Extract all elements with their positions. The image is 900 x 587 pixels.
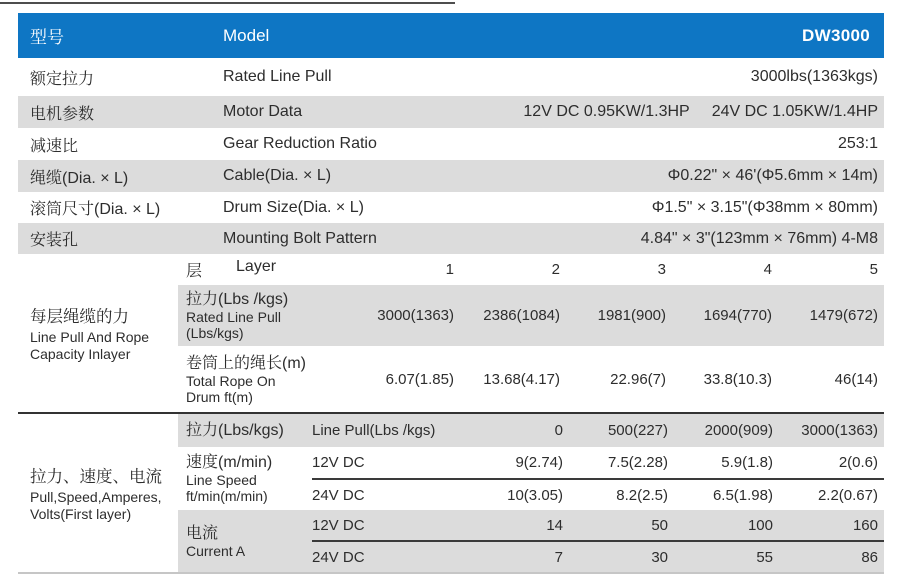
row-label-en: Gear Reduction Ratio xyxy=(223,135,377,152)
current-value: 14 xyxy=(546,516,563,534)
linepull-value: 3000(1363) xyxy=(801,422,878,439)
pull-value: 1694(770) xyxy=(703,307,772,324)
current-value: 100 xyxy=(747,516,773,534)
rope-on-drum-row xyxy=(178,346,884,412)
header-label-cn: 型号 xyxy=(30,28,64,47)
speed-value: 2.2(0.67) xyxy=(817,486,878,504)
psa-section-label xyxy=(18,414,178,572)
row-value: 4.84" × 3"(123mm × 76mm) 4-M8 xyxy=(640,229,878,247)
rope-value: 46(14) xyxy=(834,370,878,388)
current-value: 30 xyxy=(651,548,668,566)
row-label-cn: 安装孔 xyxy=(30,232,79,249)
voltage-label: 12V DC xyxy=(312,454,365,471)
spec-table xyxy=(18,13,884,574)
layer-header-row xyxy=(178,254,884,285)
row-label-cn: 减速比 xyxy=(30,137,79,155)
speed-value: 2(0.6) xyxy=(838,454,878,471)
rope-value: 22.96(7) xyxy=(610,370,666,388)
pull-label-en: Rated Line Pull xyxy=(186,309,281,325)
line-pull-row xyxy=(178,414,884,447)
row-value: Φ0.22" × 46'(Φ5.6mm × 14m) xyxy=(667,167,878,184)
rope-label-en: Total Rope On xyxy=(186,372,276,389)
model-number: DW3000 xyxy=(802,25,870,45)
speed-24v-row xyxy=(312,480,884,510)
spec-row-mounting-bolt xyxy=(18,223,884,254)
current-block xyxy=(178,510,884,572)
layer-number: 5 xyxy=(869,261,878,278)
pull-value: 3000(1363) xyxy=(377,307,454,324)
row-label-cn: 电机参数 xyxy=(30,105,95,123)
speed-label-cn: 速度(m/min) xyxy=(186,454,273,471)
table-bottom-border xyxy=(18,572,884,574)
section-label-cn: 拉力、速度、电流 xyxy=(30,468,162,486)
voltage-label: 24V DC xyxy=(312,486,365,504)
layer-number: 1 xyxy=(445,261,454,278)
spec-row-motor-data xyxy=(18,96,884,128)
linepull-value: 2000(909) xyxy=(704,422,773,439)
rope-label-cn: 卷筒上的绳长(m) xyxy=(186,354,306,372)
line-speed-block xyxy=(178,447,884,510)
current-24v-row xyxy=(312,542,884,572)
linepull-label-en: Line Pull(Lbs /kgs) xyxy=(312,422,436,439)
speed-label-en: ft/min(m/min) xyxy=(186,488,268,504)
section-label-en: Capacity Inlayer xyxy=(30,346,131,362)
row-value-12v: 12V DC 0.95KW/1.3HP xyxy=(523,103,690,120)
layer-number: 2 xyxy=(551,261,560,278)
layer-capacity-section xyxy=(18,254,884,412)
speed-value: 10(3.05) xyxy=(507,486,563,504)
speed-value: 8.2(2.5) xyxy=(616,486,668,504)
row-label-cn: 绳缆(Dia. × L) xyxy=(30,169,129,187)
linepull-label-cn: 拉力(Lbs/kgs) xyxy=(186,422,284,439)
spec-row-drum-size xyxy=(18,192,884,223)
row-label-en: Drum Size(Dia. × L) xyxy=(223,198,364,216)
spec-row-cable xyxy=(18,160,884,192)
speed-value: 9(2.74) xyxy=(515,454,563,471)
page-top-rule xyxy=(0,2,455,4)
layer-label-en: Layer xyxy=(236,258,277,275)
row-label-cn: 额定拉力 xyxy=(30,70,95,88)
layer-number: 4 xyxy=(763,261,772,278)
speed-12v-row xyxy=(312,447,884,478)
current-value: 55 xyxy=(756,548,773,566)
linepull-value: 0 xyxy=(554,422,563,439)
linepull-value: 500(227) xyxy=(607,422,668,439)
layer-label-cn: 层 xyxy=(186,263,203,280)
row-value-24v: 24V DC 1.05KW/1.4HP xyxy=(711,103,878,120)
section-label-en: Volts(First layer) xyxy=(30,506,132,522)
speed-label-en: Line Speed xyxy=(186,472,257,488)
layer-section-label xyxy=(18,254,178,412)
row-label-en: Mounting Bolt Pattern xyxy=(223,229,377,247)
pull-value: 2386(1084) xyxy=(483,307,560,324)
rated-pull-per-layer-row xyxy=(178,285,884,346)
section-label-en: Pull,Speed,Amperes, xyxy=(30,489,162,505)
header-label-en: Model xyxy=(223,25,270,45)
speed-value: 6.5(1.98) xyxy=(712,486,773,504)
rope-value: 33.8(10.3) xyxy=(703,370,772,388)
speed-value: 5.9(1.8) xyxy=(721,454,773,471)
row-value: 3000lbs(1363kgs) xyxy=(750,68,878,85)
pull-value: 1981(900) xyxy=(597,307,666,324)
voltage-label: 24V DC xyxy=(312,548,365,566)
rope-value: 6.07(1.85) xyxy=(385,370,454,388)
row-value: 253:1 xyxy=(837,135,878,152)
current-value: 160 xyxy=(852,516,878,534)
section-label-cn: 每层绳缆的力 xyxy=(30,308,129,326)
current-value: 86 xyxy=(861,548,878,566)
current-value: 50 xyxy=(651,516,668,534)
spec-row-gear-ratio xyxy=(18,128,884,160)
rope-label-en: Drum ft(m) xyxy=(186,388,253,405)
table-header-row xyxy=(18,13,884,58)
row-label-cn: 滚筒尺寸(Dia. × L) xyxy=(30,201,161,218)
pull-value: 1479(672) xyxy=(809,307,878,324)
rope-value: 13.68(4.17) xyxy=(483,370,560,388)
voltage-label: 12V DC xyxy=(312,516,365,534)
pull-label-en: (Lbs/kgs) xyxy=(186,325,244,341)
speed-value: 7.5(2.28) xyxy=(607,454,668,471)
row-label-en: Rated Line Pull xyxy=(223,68,332,85)
row-label-en: Motor Data xyxy=(223,103,303,120)
current-value: 7 xyxy=(554,548,563,566)
row-label-en: Cable(Dia. × L) xyxy=(223,167,332,184)
layer-number: 3 xyxy=(657,261,666,278)
current-label-en: Current A xyxy=(186,542,246,559)
section-label-en: Line Pull And Rope xyxy=(30,329,150,345)
spec-row-rated-line-pull xyxy=(18,58,884,96)
pull-label-cn: 拉力(Lbs /kgs) xyxy=(186,291,289,308)
current-12v-row xyxy=(312,510,884,540)
row-value: Φ1.5" × 3.15"(Φ38mm × 80mm) xyxy=(651,198,878,216)
pull-speed-current-section xyxy=(18,414,884,572)
current-label-cn: 电流 xyxy=(186,524,219,542)
